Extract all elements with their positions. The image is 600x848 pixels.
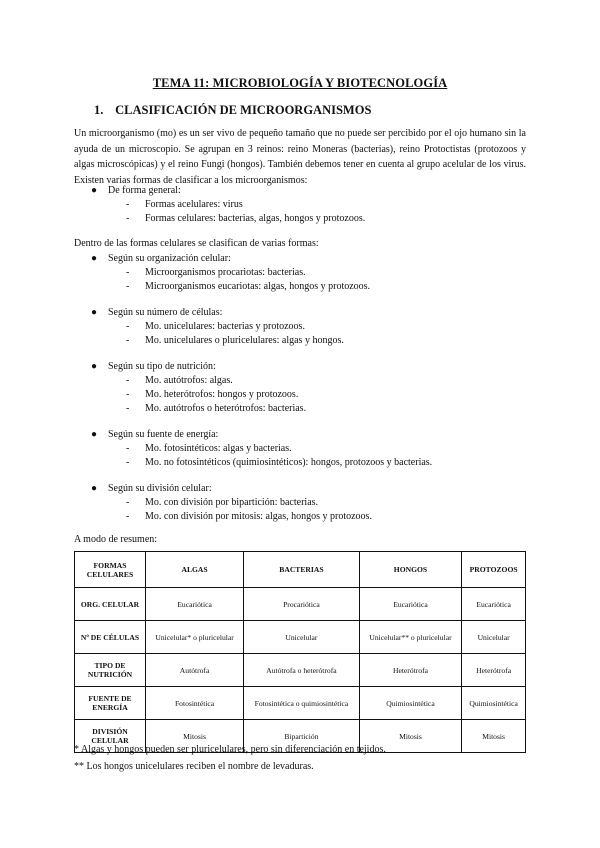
section-heading	[94, 103, 371, 118]
group-bullet: Según su organización celular:	[108, 253, 231, 264]
group-item: Mo. unicelulares: bacterias y protozoos.	[145, 321, 305, 332]
row-header-cell: FUENTE DE ENERGÍA	[75, 687, 146, 720]
group-item: Mo. con división por mitosis: algas, hongos y protozoos.	[145, 511, 372, 522]
table-row	[75, 654, 526, 687]
footnote: * Algas y hongos pueden ser pluricelulares, pero sin diferenciación en tejidos.	[74, 744, 386, 755]
group-item: Mo. autótrofos o heterótrofos: bacterias.	[145, 403, 307, 414]
group-item: Mo. heterótrofos: hongos y protozoos.	[145, 389, 299, 400]
general-item: Formas celulares: bacterias, algas, hongos y protozoos.	[145, 213, 366, 224]
table-cell: Bipartición	[244, 720, 360, 753]
cellular-intro: Dentro de las formas celulares se clasifican de varias formas:	[74, 238, 319, 249]
table-header-cell: FORMAS CELULARES	[75, 552, 146, 588]
dash-icon: -	[126, 199, 130, 210]
group-item: Mo. no fotosintéticos (quimiosintéticos): hongos, protozoos y bacterias.	[145, 457, 433, 468]
table-cell: Mitosis	[146, 720, 244, 753]
intro-paragraph: Un microorganismo (mo) es un ser vivo de pequeño tamaño que no puede ser percibido por el ojo humano sin la ayuda de un microscopio. Se agrupan en 3 reinos: reino Moneras (bacterias), reino Protoctistas (protozoos y algas microscópicas) y el reino Fungi (hongos). También debemos tener en cuenta al grupo acelular de los virus. Existen varias formas de clasificar a los microorganismos:	[74, 128, 526, 186]
general-bullet: De forma general:	[108, 185, 181, 196]
row-header-cell: Nº DE CÉLULAS	[75, 621, 146, 654]
group-bullet: Según su tipo de nutrición:	[108, 361, 216, 372]
table-cell: Quimiosintética	[359, 687, 461, 720]
page-title: TEMA 11: MICROBIOLOGÍA Y BIOTECNOLOGÍA	[152, 76, 448, 90]
dash-icon: -	[126, 267, 130, 278]
dash-icon: -	[126, 511, 130, 522]
table-header-cell: HONGOS	[359, 552, 461, 588]
table-cell: Heterótrofa	[462, 654, 526, 687]
general-item: Formas acelulares: virus	[145, 199, 243, 210]
row-header-cell: DIVISIÓN CELULAR	[75, 720, 146, 753]
summary-table	[74, 551, 526, 753]
table-header-row	[75, 552, 526, 588]
table-header-cell: BACTERIAS	[244, 552, 360, 588]
table-row	[75, 621, 526, 654]
bullet-icon: ●	[91, 483, 98, 494]
table-cell: Unicelular** o pluricelular	[359, 621, 461, 654]
dash-icon: -	[126, 389, 130, 400]
table-header-cell: PROTOZOOS	[462, 552, 526, 588]
table-cell: Unicelular	[462, 621, 526, 654]
row-header-cell: TIPO DE NUTRICIÓN	[75, 654, 146, 687]
table-cell: Eucariótica	[462, 588, 526, 621]
dash-icon: -	[126, 321, 130, 332]
group-item: Mo. con división por bipartición: bacterias.	[145, 497, 319, 508]
bullet-icon: ●	[91, 253, 98, 264]
table-cell: Autótrofa o heterótrofa	[244, 654, 360, 687]
table-cell: Eucariótica	[146, 588, 244, 621]
table-header-cell: ALGAS	[146, 552, 244, 588]
table-cell: Fotosintética	[146, 687, 244, 720]
dash-icon: -	[126, 335, 130, 346]
table-cell: Autótrofa	[146, 654, 244, 687]
dash-icon: -	[126, 457, 130, 468]
bullet-icon: ●	[91, 361, 98, 372]
dash-icon: -	[126, 375, 130, 386]
table-cell: Procariótica	[244, 588, 360, 621]
group-item: Mo. autótrofos: algas.	[145, 375, 233, 386]
section-title: CLASIFICACIÓN DE MICROORGANISMOS	[115, 103, 372, 117]
table-cell: Quimiosintética	[462, 687, 526, 720]
bullet-icon: ●	[91, 429, 98, 440]
row-header-cell: ORG. CELULAR	[75, 588, 146, 621]
table-cell: Mitosis	[359, 720, 461, 753]
table-cell: Fotosintética o quimiosintética	[244, 687, 360, 720]
dash-icon: -	[126, 497, 130, 508]
dash-icon: -	[126, 403, 130, 414]
footnote: ** Los hongos unicelulares reciben el nombre de levaduras.	[74, 761, 314, 772]
summary-label: A modo de resumen:	[74, 534, 158, 545]
group-bullet: Según su división celular:	[108, 483, 212, 494]
table-cell: Mitosis	[462, 720, 526, 753]
table-row	[75, 588, 526, 621]
group-item: Microorganismos procariotas: bacterias.	[145, 267, 306, 278]
dash-icon: -	[126, 213, 130, 224]
bullet-icon: ●	[91, 185, 98, 196]
table-cell: Unicelular	[244, 621, 360, 654]
group-item: Mo. fotosintéticos: algas y bacterias.	[145, 443, 292, 454]
group-item: Microorganismos eucariotas: algas, hongos y protozoos.	[145, 281, 371, 292]
table-cell: Eucariótica	[359, 588, 461, 621]
table-cell: Heterótrofa	[359, 654, 461, 687]
dash-icon: -	[126, 281, 130, 292]
table-cell: Unicelular* o pluricelular	[146, 621, 244, 654]
group-bullet: Según su fuente de energía:	[108, 429, 219, 440]
group-item: Mo. unicelulares o pluricelulares: algas y hongos.	[145, 335, 344, 346]
dash-icon: -	[126, 443, 130, 454]
group-bullet: Según su número de células:	[108, 307, 223, 318]
bullet-icon: ●	[91, 307, 98, 318]
section-number: 1.	[94, 103, 104, 117]
table-row	[75, 687, 526, 720]
